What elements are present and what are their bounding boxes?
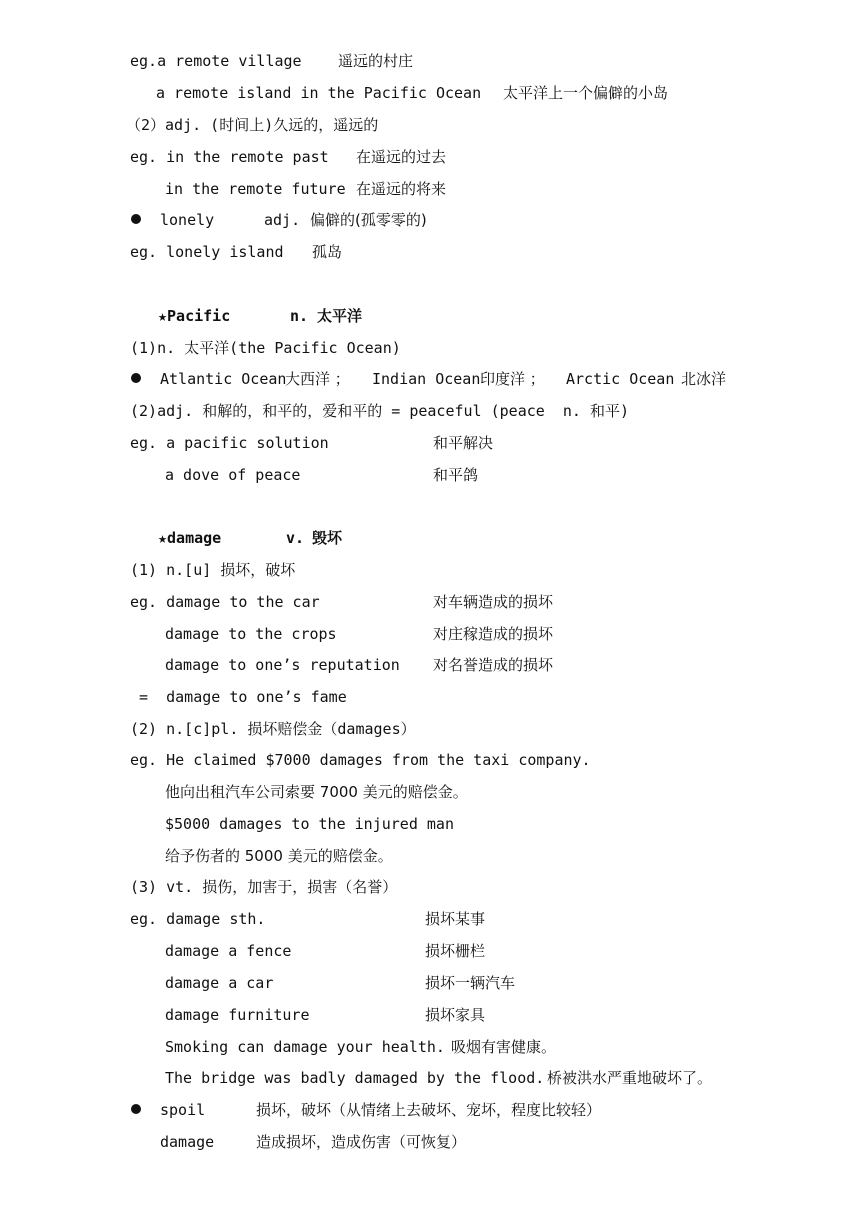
entry-meaning: 毁坏 [312,529,343,547]
sense-heading: （2）adj. (时间上)久远的，遥远的 [126,116,379,134]
word-text: lonely [160,211,215,229]
entry-headword: ★damage [158,529,222,547]
translation-text: 大西洋 ； [285,370,350,388]
translation-text: 和平解决 [433,434,494,452]
translation-text: 损坏家具 [425,1006,486,1024]
pos-text: adj. [264,211,301,229]
translation-text: 损坏，破坏（从情绪上去破坏、宠坏，程度比较轻） [256,1101,602,1119]
sense-heading: (1)n. 太平洋(the Pacific Ocean) [130,339,401,357]
translation-text: 在遥远的过去 [356,148,447,166]
bullet-icon [131,214,141,224]
translation-text: 和平鸽 [433,466,479,484]
sense-heading: (3) vt. 损伤，加害于，损害（名誉） [130,878,398,896]
translation-text: 对名誉造成的损坏 [433,656,554,674]
example-text: $5000 damages to the injured man [165,815,454,833]
example-text: eg. He claimed $7000 damages from the taxi company. [130,751,591,769]
example-text: The bridge was badly damaged by the flood. [165,1069,545,1087]
translation-text: 损坏栅栏 [425,942,486,960]
example-text: in the remote future [165,180,346,198]
word-text: Indian Ocean [372,370,481,388]
translation-text: 在遥远的将来 [356,180,447,198]
example-text: Smoking can damage your health. [165,1038,445,1056]
word-text: damage [160,1133,215,1151]
entry-meaning: 太平洋 [317,307,363,325]
translation-text: 他向出租汽车公司索要 7000 美元的赔偿金。 [165,783,468,801]
entry-pos: n. [290,307,309,325]
example-text: eg.a remote village [130,52,302,70]
translation-text: 对车辆造成的损坏 [433,593,554,611]
translation-text: 吸烟有害健康。 [451,1038,557,1056]
sense-heading: (2) n.[c]pl. 损坏赔偿金（damages） [130,720,416,738]
word-text: Atlantic Ocean [160,370,287,388]
bullet-icon [131,1104,141,1114]
example-text: damage a car [165,974,274,992]
entry-pos: v. [286,529,305,547]
translation-text: 孤岛 [312,243,343,261]
translation-text: 偏僻的(孤零零的) [310,211,427,229]
example-text: eg. lonely island [130,243,284,261]
word-text: spoil [160,1101,206,1119]
translation-text: 桥被洪水严重地破坏了。 [547,1069,713,1087]
bullet-icon [131,373,141,383]
entry-headword: ★Pacific [158,307,231,325]
example-text: damage to one’s reputation [165,656,400,674]
example-text: eg. damage sth. [130,910,266,928]
sense-heading: (2)adj. 和解的，和平的，爱和平的 = peaceful (peace n. 和平) [130,402,629,420]
example-text: damage a fence [165,942,292,960]
sense-heading: (1) n.[u] 损坏，破坏 [130,561,296,579]
translation-text: 损坏某事 [425,910,486,928]
example-text: = damage to one’s fame [130,688,347,706]
translation-text: 印度洋 ； [480,370,545,388]
translation-text: 造成损坏，造成伤害（可恢复） [256,1133,467,1151]
word-text: Arctic Ocean [566,370,675,388]
example-text: damage furniture [165,1006,310,1024]
example-text: a remote island in the Pacific Ocean [156,84,482,102]
example-text: eg. in the remote past [130,148,329,166]
translation-text: 北冰洋 [681,370,727,388]
example-text: eg. a pacific solution [130,434,329,452]
translation-text: 太平洋上一个偏僻的小岛 [503,84,669,102]
translation-text: 遥远的村庄 [338,52,414,70]
example-text: eg. damage to the car [130,593,320,611]
translation-text: 给予伤者的 5000 美元的赔偿金。 [165,847,393,865]
translation-text: 损坏一辆汽车 [425,974,516,992]
example-text: damage to the crops [165,625,337,643]
example-text: a dove of peace [165,466,301,484]
translation-text: 对庄稼造成的损坏 [433,625,554,643]
